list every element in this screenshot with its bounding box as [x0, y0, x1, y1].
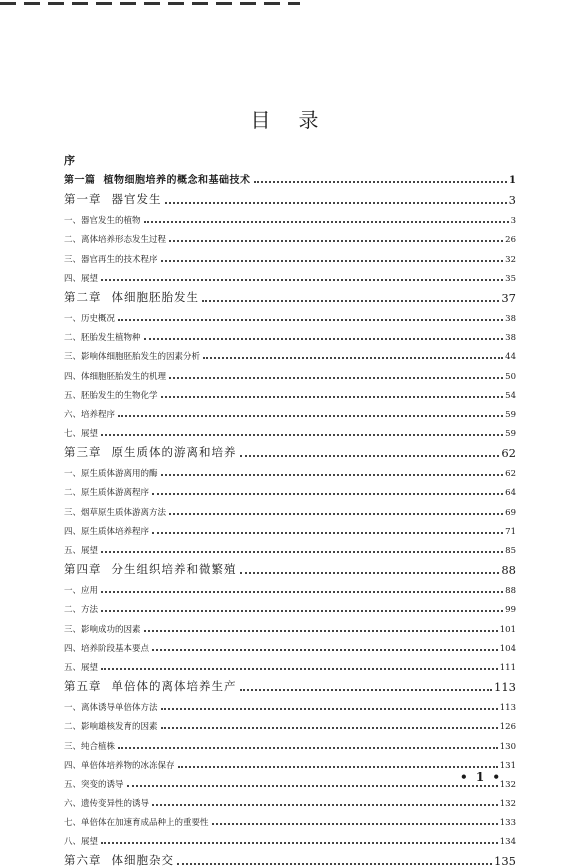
dot-leader — [101, 841, 498, 844]
dot-leader — [101, 609, 503, 612]
dot-leader — [240, 688, 493, 691]
toc-page-number: 131 — [499, 760, 516, 771]
toc-entry-label — [64, 289, 199, 305]
dot-leader — [169, 239, 503, 242]
toc-chapter-row[interactable] — [64, 556, 516, 577]
toc-page-number: 64 — [505, 488, 516, 499]
dot-leader — [240, 454, 500, 457]
toc-page-number: 32 — [505, 254, 516, 265]
toc-chapter-row[interactable] — [64, 439, 516, 460]
toc-entry-label — [64, 852, 174, 868]
dot-leader — [161, 473, 504, 476]
dot-leader — [144, 629, 498, 632]
dot-leader — [101, 550, 503, 553]
dot-leader — [144, 220, 509, 223]
toc-chapter-row[interactable] — [64, 673, 516, 694]
toc-section-row[interactable] — [64, 401, 516, 420]
toc-section-row[interactable] — [64, 382, 516, 401]
toc-entry-label: 一、原生质体游离用的酶 — [64, 469, 158, 480]
dot-leader — [212, 822, 498, 825]
toc-entry-number: 第五章 — [64, 678, 102, 693]
dot-leader — [101, 278, 503, 281]
toc-entry-title: 体细胞胚胎发生 — [111, 289, 199, 304]
dot-leader — [118, 318, 503, 321]
dot-leader — [118, 414, 503, 417]
toc-entry-label: 七、单倍体在加速育成品种上的重要性 — [64, 818, 209, 829]
toc-page-number: 130 — [499, 741, 516, 752]
toc-section-row[interactable] — [64, 615, 516, 634]
toc-entry-label: 二、离体培养形态发生过程 — [64, 235, 167, 246]
dot-leader — [177, 862, 492, 865]
toc-entry-title: 器官发生 — [111, 192, 162, 206]
toc-section-row[interactable] — [64, 713, 516, 732]
toc-section-row[interactable] — [64, 305, 516, 324]
toc-entry-label: 四、培养阶段基本要点 — [64, 643, 150, 654]
toc-entry-label: 一、历史概况 — [64, 313, 116, 324]
toc-entry-label — [64, 171, 251, 186]
toc-entry-label: 一、应用 — [64, 586, 99, 597]
toc-entry-number: 第二章 — [64, 289, 102, 304]
toc-page-number: 99 — [505, 605, 516, 616]
top-dash-border — [0, 2, 300, 5]
toc-page-number: 38 — [505, 313, 516, 324]
dot-leader — [127, 784, 498, 787]
dot-leader — [161, 726, 498, 729]
toc-section-row[interactable] — [64, 265, 516, 284]
toc-entry-title: 单倍体的离体培养生产 — [111, 678, 237, 693]
dot-leader — [101, 433, 503, 436]
toc-section-row[interactable] — [64, 362, 516, 381]
toc-section-row[interactable] — [64, 226, 516, 245]
toc-section-row[interactable] — [64, 343, 516, 362]
toc-entry-label — [64, 561, 237, 577]
toc-entry-label: 三、器官再生的技术程序 — [64, 254, 158, 265]
toc-entry-label: 八、展望 — [64, 837, 99, 848]
toc-page-number: 35 — [505, 273, 516, 284]
toc-section-row[interactable] — [64, 790, 516, 809]
toc-section-row[interactable] — [64, 828, 516, 847]
toc-page-number: 111 — [499, 662, 516, 673]
toc-page-number: 50 — [505, 371, 516, 382]
dot-leader — [202, 299, 499, 302]
toc-page-number: 134 — [499, 837, 516, 848]
toc-page-number: 37 — [501, 290, 516, 305]
toc-section-row[interactable] — [64, 460, 516, 479]
toc-entry-label: 二、影响雄核发育的因素 — [64, 722, 158, 733]
toc-entry-title: 植物细胞培养的概念和基础技术 — [103, 175, 251, 186]
toc-entry-label: 四、原生质体培养程序 — [64, 526, 150, 537]
toc-entry-number: 第六章 — [64, 853, 102, 868]
toc-entry-label: 六、遗传变异性的诱导 — [64, 799, 150, 810]
dot-leader — [240, 571, 500, 574]
dot-leader — [101, 667, 498, 670]
toc-chapter-row[interactable] — [64, 847, 516, 868]
toc-section-row[interactable] — [64, 752, 516, 771]
toc-page-number: 88 — [501, 563, 516, 577]
dot-leader — [161, 395, 504, 398]
toc-entry-label: 二、方法 — [64, 605, 99, 616]
toc-entry-number: 第一篇 — [64, 175, 96, 186]
toc-entry-label: 六、培养程序 — [64, 409, 116, 420]
toc-page-number: 113 — [494, 679, 516, 694]
page-number: • 1 • — [460, 770, 503, 784]
dot-leader — [203, 356, 503, 359]
dot-leader — [152, 492, 503, 495]
toc-section-row[interactable] — [64, 694, 516, 713]
toc-page-number: 113 — [499, 703, 516, 714]
toc-section-row[interactable] — [64, 809, 516, 828]
toc-page-number: 88 — [505, 586, 516, 597]
toc-page-number: 62 — [501, 446, 516, 461]
toc-page-number: 132 — [499, 779, 516, 790]
toc-page-number: 126 — [499, 722, 516, 733]
toc-section-row[interactable] — [64, 207, 516, 226]
toc-entry-label: 五、展望 — [64, 546, 99, 556]
toc-entry-label: 五、展望 — [64, 662, 99, 673]
toc-page-number: 3 — [508, 193, 516, 207]
dot-leader — [152, 803, 498, 806]
dot-leader — [178, 765, 498, 768]
toc-entry-number: 第一章 — [64, 192, 102, 206]
toc-page-number: 38 — [505, 333, 516, 344]
toc-entry-title: 体细胞杂交 — [111, 853, 174, 868]
toc-entry-label — [64, 678, 237, 694]
page-title: 目录 — [250, 108, 347, 132]
toc-chapter-row[interactable] — [64, 284, 516, 305]
toc-page-number: 71 — [505, 526, 516, 537]
toc-chapter-row[interactable] — [64, 186, 516, 207]
toc-section-row[interactable] — [64, 245, 516, 264]
toc-section-row[interactable] — [64, 732, 516, 751]
dot-leader — [152, 531, 503, 534]
toc-page-number: 104 — [499, 643, 516, 654]
dot-leader — [165, 201, 507, 204]
toc-entry-label: 四、展望 — [64, 273, 99, 284]
dot-leader — [152, 648, 498, 651]
dot-leader — [101, 590, 503, 593]
preface-entry: 序 — [64, 154, 75, 167]
toc-entry-label: 三、纯合植株 — [64, 741, 116, 752]
toc-entry-label: 二、胚胎发生植物种 — [64, 333, 141, 344]
dot-leader — [144, 337, 504, 340]
toc-page-number: 59 — [505, 409, 516, 420]
table-of-contents — [64, 168, 516, 868]
toc-page-number: 135 — [494, 854, 516, 868]
toc-section-row[interactable] — [64, 420, 516, 439]
toc-entry-label: 一、离体诱导单倍体方法 — [64, 703, 158, 714]
toc-page-number: 54 — [505, 390, 516, 401]
toc-section-row[interactable] — [64, 577, 516, 596]
toc-section-row[interactable] — [64, 635, 516, 654]
toc-entry-label: 三、影响成功的因素 — [64, 624, 141, 635]
toc-page-number: 1 — [509, 175, 516, 186]
toc-entry-title: 原生质体的游离和培养 — [111, 445, 237, 460]
toc-page-number: 132 — [499, 799, 516, 810]
toc-section-row[interactable] — [64, 654, 516, 673]
toc-entry-label — [64, 191, 162, 207]
toc-entry-label: 七、展望 — [64, 429, 99, 440]
dot-leader — [254, 180, 508, 183]
toc-page-number: 44 — [505, 352, 516, 363]
dot-leader — [169, 512, 503, 515]
toc-section-row[interactable] — [64, 518, 516, 537]
toc-part-row[interactable] — [64, 168, 516, 186]
toc-page-number: 101 — [499, 624, 516, 635]
toc-page-number: 85 — [505, 546, 516, 556]
toc-entry-label: 四、体细胞胚胎发生的机理 — [64, 371, 167, 382]
toc-section-row[interactable] — [64, 537, 516, 556]
toc-page-number: 26 — [505, 235, 516, 246]
toc-page-number: 59 — [505, 429, 516, 440]
toc-page-number: 62 — [505, 469, 516, 480]
toc-page-number: 69 — [505, 507, 516, 518]
toc-entry-label — [64, 444, 237, 460]
dot-leader — [169, 376, 503, 379]
toc-section-row[interactable] — [64, 479, 516, 498]
toc-entry-label: 三、影响体细胞胚胎发生的因素分析 — [64, 352, 201, 363]
toc-entry-label: 一、器官发生的植物 — [64, 216, 141, 227]
toc-section-row[interactable] — [64, 498, 516, 517]
toc-entry-number: 第三章 — [64, 445, 102, 460]
toc-page-number: 133 — [499, 818, 516, 829]
toc-section-row[interactable] — [64, 771, 516, 790]
toc-entry-title: 分生组织培养和微繁殖 — [111, 562, 237, 576]
toc-entry-label: 四、单倍体培养物的冰冻保存 — [64, 760, 175, 771]
toc-entry-number: 第四章 — [64, 562, 102, 576]
dot-leader — [118, 746, 498, 749]
toc-page-number: 3 — [510, 216, 516, 227]
toc-entry-label: 三、烟草原生质体游离方法 — [64, 507, 167, 518]
toc-entry-label: 二、原生质体游离程序 — [64, 488, 150, 499]
dot-leader — [161, 259, 504, 262]
toc-entry-label: 五、突变的诱导 — [64, 779, 124, 790]
toc-section-row[interactable] — [64, 596, 516, 615]
toc-entry-label: 五、胚胎发生的生物化学 — [64, 390, 158, 401]
dot-leader — [161, 707, 498, 710]
toc-section-row[interactable] — [64, 324, 516, 343]
